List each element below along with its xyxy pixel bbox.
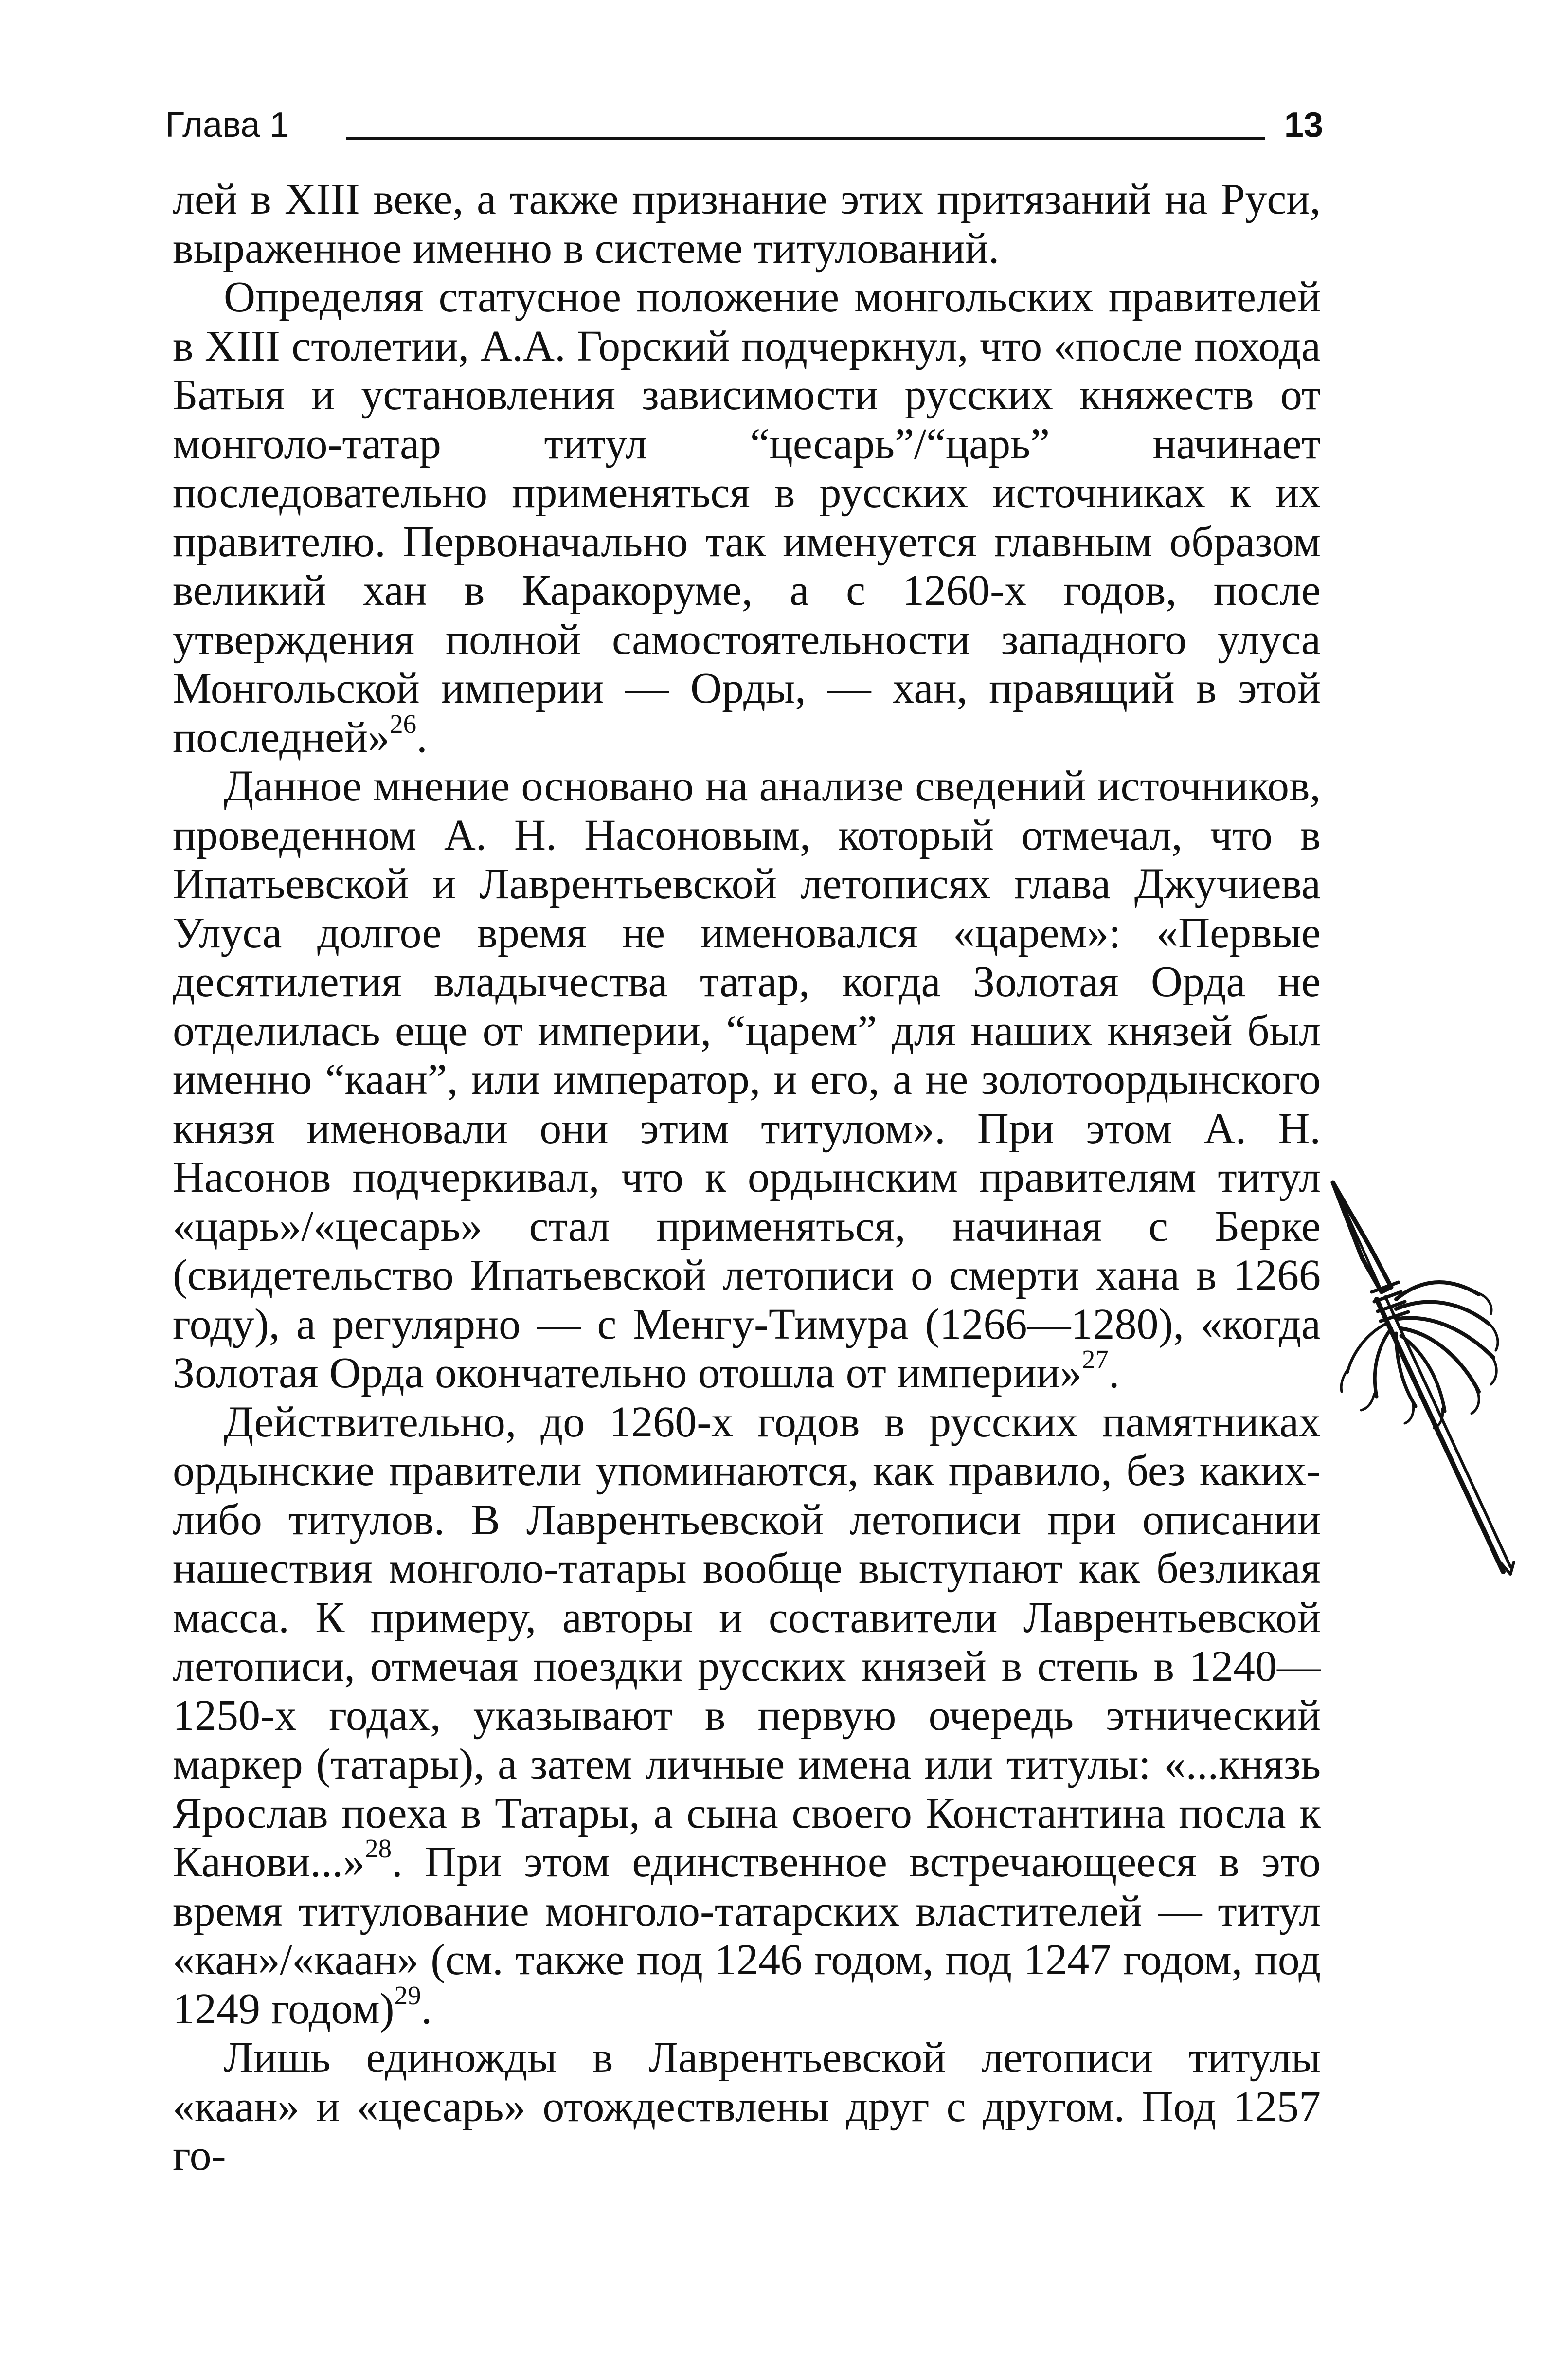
header-rule <box>346 137 1265 140</box>
footnote-ref[interactable]: 28 <box>365 1834 392 1863</box>
paragraph-4: Действительно, до 1260-х годов в русских памятниках ордынские правители упоминаются, как правило, без каких-либо титулов. В Лаврентьевской летописи при описании нашествия монголо-татары вообще выступают как безликая масса. К примеру, авторы и составители Лаврентьевской летописи, отмечая поездки русских князей в степь в 1240—1250-х годах, указывают в первую очередь этнический маркер (татары), а затем личные имена или титулы: «...князь Ярослав поеха в Татары, а сына своего Константина посла к Канови...»$^{28}$. При этом единственное встречающееся в это время титулование монголо-татарских властителей — титул «кан»/«каан» (см. также под 1246 годом, под 1247 годом, под 1249 годом)$^{29}$. <box>173 1398 1321 2033</box>
paragraph-text: Действительно, до 1260-х годов в русских памятниках ордынские правители упоминаются, как правило, без каких-либо титулов. В Лаврентьевской летописи при описании нашествия монголо-татары вообще выступают как безликая масса. К примеру, авторы и составители Лаврентьевской летописи, отмечая поездки русских князей в степь в 1240—1250-х годах, указывают в первую очередь этнический маркер (татары), а затем личные имена или титулы: «...князь Ярослав поеха в Татары, а сына своего Константина посла к Канови...» <box>173 1398 1321 1886</box>
paragraph-text: Определяя статусное положение монгольских правителей в XIII столетии, А.А. Горский подчеркнул, что «после похода Батыя и установления зависимости русских княжеств от монголо-татар титул “цесарь”/“царь” начинает последовательно применяться в русских источниках к их правителю. Первоначально так именуется главным образом великий хан в Каракоруме, а с 1260-х годов, после утверждения полной самостоятельности западного улуса Монгольской империи — Орды, — хан, правящий в этой последней» <box>173 273 1321 762</box>
paragraph-3: Данное мнение основано на анализе сведений источников, проведенном А. Н. Насоновым, который отмечал, что в Ипатьевской и Лаврентьевской летописях глава Джучиева Улуса долгое время не именовался «царем»: «Первые десятилетия владычества татар, когда Золотая Орда не отделилась еще от империи, “царем” для наших князей был именно “каан”, или император, и его, а не золотоордынского князя именовали они этим титулом». При этом А. Н. Насонов подчеркивал, что к ордынским правителям титул «царь»/«цесарь» стал применяться, начиная с Берке (свидетельство Ипатьевской летописи о смерти хана в 1266 году), а регулярно — с Менгу-Тимура (1266—1280), «когда Золотая Орда окончательно отошла от империи»$^{27}$. <box>173 762 1321 1397</box>
page-number: 13 <box>1284 106 1323 145</box>
paragraph-1 <box>173 175 1321 273</box>
paragraph-text: . При этом единственное встречающееся в это время титулование монголо-татарских властителей — титул «кан»/«каан» (см. также под 1246 годом, под 1247 годом, под 1249 годом) <box>173 1838 1321 2033</box>
chapter-title: Глава 1 <box>165 106 289 145</box>
running-head <box>165 103 1323 147</box>
paragraph-5 <box>173 2034 1321 2180</box>
footnote-ref[interactable]: 26 <box>390 709 417 739</box>
paragraph-text: Данное мнение основано на анализе сведений источников, проведенном А. Н. Насоновым, который отмечал, что в Ипатьевской и Лаврентьевской летописях глава Джучиева Улуса долгое время не именовался «царем»: «Первые десятилетия владычества татар, когда Золотая Орда не отделилась еще от империи, “царем” для наших князей был именно “каан”, или император, и его, а не золотоордынского князя именовали они этим титулом». При этом А. Н. Насонов подчеркивал, что к ордынским правителям титул «царь»/«цесарь» стал применяться, начиная с Берке (свидетельство Ипатьевской летописи о смерти хана в 1266 году), а регулярно — с Менгу-Тимура (1266—1280), «когда Золотая Орда окончательно отошла от империи» <box>173 762 1321 1397</box>
paragraph-text: лей в XIII веке, а также признание этих притязаний на Руси, выраженное именно в системе титулований. <box>173 175 1321 273</box>
paragraph-text: Лишь единожды в Лаврентьевской летописи титулы «каан» и «цесарь» отождествлены друг с другом. Под 1257 го- <box>173 2034 1321 2180</box>
footnote-ref[interactable]: 27 <box>1081 1344 1109 1374</box>
paragraph-2: Определяя статусное положение монгольских правителей в XIII столетии, А.А. Горский подчеркнул, что «после похода Батыя и установления зависимости русских княжеств от монголо-татар титул “цесарь”/“царь” начинает последовательно применяться в русских источниках к их правителю. Первоначально так именуется главным образом великий хан в Каракоруме, а с 1260-х годов, после утверждения полной самостоятельности западного улуса Монгольской империи — Орды, — хан, правящий в этой последней»$^{26}$. <box>173 273 1321 762</box>
footnote-ref[interactable]: 29 <box>394 1980 421 2010</box>
spear-illustration <box>1323 1178 1518 1577</box>
body-text <box>173 175 1321 2180</box>
